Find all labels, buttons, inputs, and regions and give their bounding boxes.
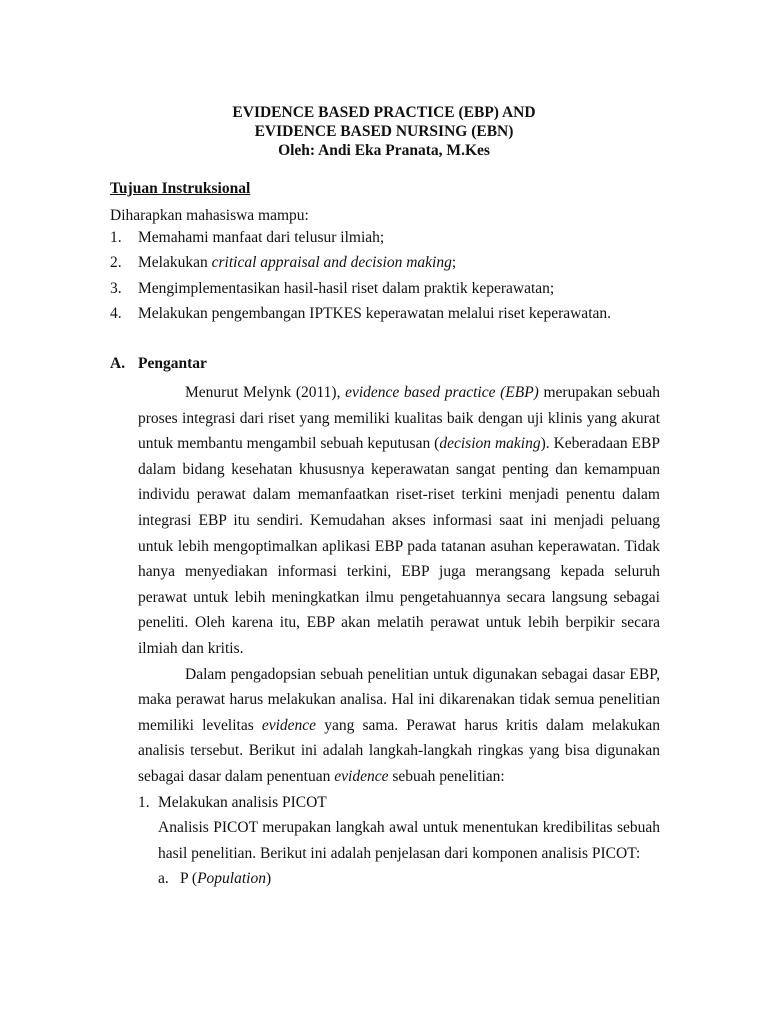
- subsection-title: Melakukan analisis PICOT: [158, 793, 327, 811]
- paragraph-2: [138, 662, 660, 790]
- p1-emphasis-1: evidence based practice (EBP): [345, 384, 539, 401]
- section-body: [138, 380, 660, 790]
- author-line: Oleh: Andi Eka Pranata, M.Kes: [278, 142, 490, 159]
- p2-text-3: sebuah penelitian:: [388, 767, 505, 785]
- picot-item: [158, 866, 660, 892]
- picot-item-letter: a.: [158, 870, 169, 888]
- objective-number: 4.: [110, 304, 122, 322]
- picot-item-emphasis: Population: [197, 870, 266, 888]
- picot-item-text: P (: [180, 870, 198, 888]
- p1-emphasis-2: decision making: [439, 435, 541, 453]
- p1-text-1: Menurut Melynk (2011),: [185, 384, 346, 401]
- section-letter: A.: [110, 355, 126, 372]
- objective-item: [110, 303, 670, 328]
- objectives-intro: Diharapkan mahasiswa mampu:: [110, 207, 309, 224]
- subsection-number: 1.: [138, 793, 150, 811]
- objective-item: [110, 252, 670, 277]
- objective-text: Melakukan pengembangan IPTKES keperawatan melalui riset keperawatan.: [138, 304, 611, 322]
- section-title: Pengantar: [138, 355, 207, 372]
- objective-text: Mengimplementasikan hasil-hasil riset dalam praktik keperawatan;: [138, 279, 555, 297]
- objective-text: Memahami manfaat dari telusur ilmiah;: [138, 229, 385, 246]
- objective-number: 3.: [110, 279, 122, 297]
- objectives-section: [110, 178, 670, 328]
- section-pengantar: [110, 353, 660, 892]
- p1-text-3: ). Keberadaan EBP dalam bidang kesehatan khususnya keperawatan sangat penting dan kemampuan individu perawat dalam memanfaatkan riset-riset terkini menjadi penentu dalam integrasi EBP itu sendiri. Kemudahan akses informasi saat ini menjadi peluang untuk lebih mengoptimalkan aplikasi EBP pada tatanan asuhan keperawatan. Tidak hanya menyediakan informasi terkini, EBP juga merangsang kepada seluruh perawat untuk lebih meningkatkan ilmu pengetahuannya secara langsung sebagai peneliti. Oleh karena itu, EBP akan melatih perawat untuk lebih berpikir secara ilmiah dan kritis.: [138, 435, 660, 657]
- objective-item: [110, 227, 670, 252]
- picot-item-text-end: ): [265, 870, 272, 888]
- p2-text-1: Dalam pengadopsian sebuah penelitian untuk digunakan sebagai dasar EBP, maka perawat harus melakukan analisa. Hal ini dikarenakan tidak semua penelitian memiliki levelitas: [138, 665, 660, 734]
- document-title: [0, 103, 768, 160]
- section-heading: [110, 353, 660, 375]
- p2-emphasis-2: evidence: [334, 767, 389, 785]
- title-line-1: EVIDENCE BASED PRACTICE (EBP) AND: [232, 104, 536, 121]
- objective-text: Melakukan: [138, 254, 212, 272]
- subsection-body: Analisis PICOT merupakan langkah awal untuk menentukan kredibilitas sebuah hasil penelitian. Berikut ini adalah penjelasan dari komponen analisis PICOT:: [158, 819, 660, 862]
- objective-item: [110, 278, 670, 303]
- objective-text-end: ;: [451, 254, 457, 272]
- objectives-list: [110, 227, 670, 328]
- p2-text-2: yang sama. Perawat harus kritis dalam melakukan analisis tersebut. Berikut ini adalah langkah-langkah ringkas yang bisa digunakan sebagai dasar dalam penentuan: [138, 716, 660, 785]
- p1-text-2: merupakan sebuah proses integrasi dari riset yang memiliki kualitas baik dengan uji klinis yang akurat untuk membantu mengambil sebuah keputusan (: [138, 384, 660, 453]
- objective-number: 2.: [110, 254, 122, 272]
- subsection-picot: [138, 790, 660, 892]
- title-line-2: EVIDENCE BASED NURSING (EBN): [254, 123, 514, 140]
- objectives-heading: Tujuan Instruksional: [110, 180, 251, 197]
- objective-emphasis: critical appraisal and decision making: [211, 254, 452, 272]
- paragraph-1: [138, 380, 660, 662]
- p2-emphasis-1: evidence: [261, 716, 317, 734]
- objective-number: 1.: [110, 229, 122, 246]
